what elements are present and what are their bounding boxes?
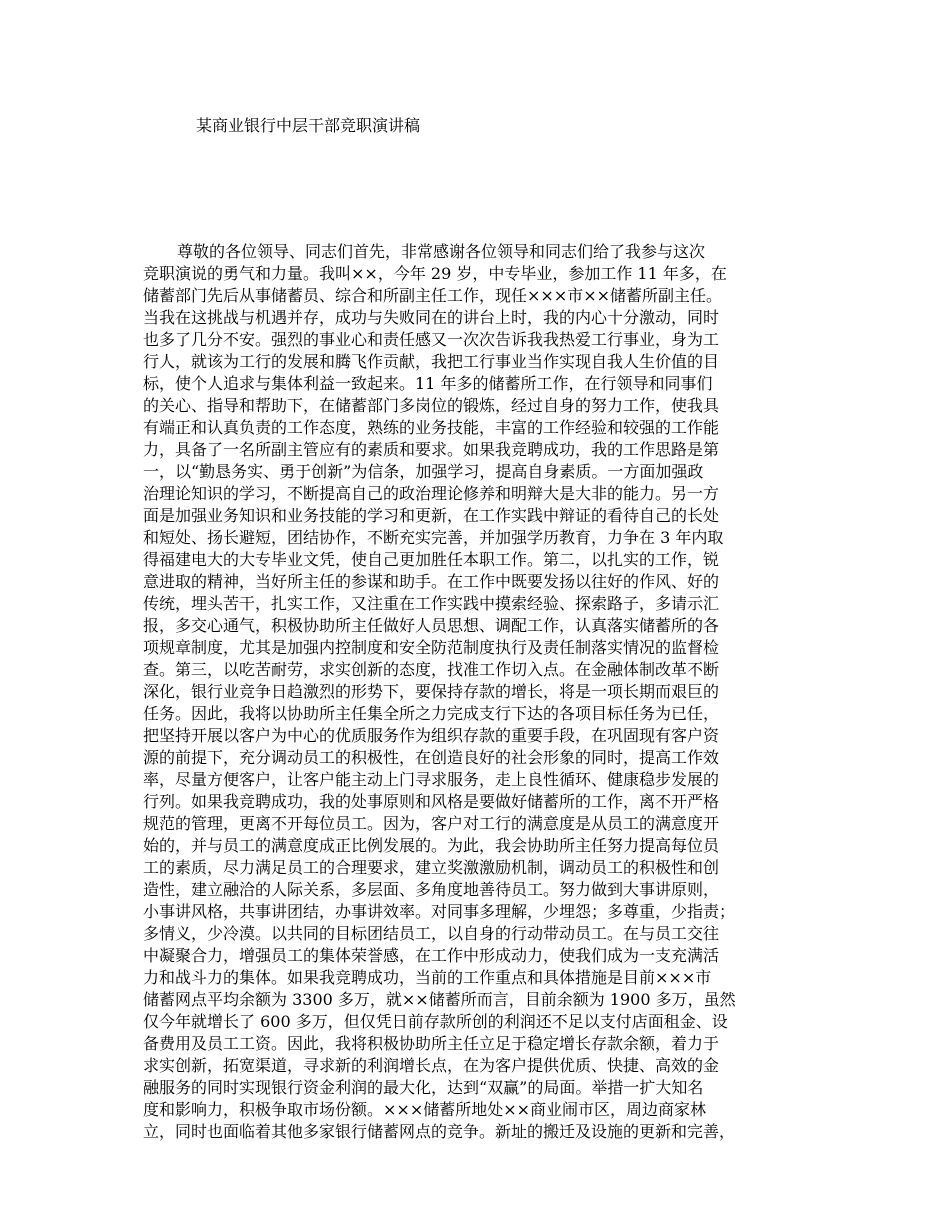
text-line: 报，多交心通气，积极协助所主任做好人员思想、调配工作，认真落实储蓄所的各 [143,616,720,635]
text-line: 工的素质，尽力满足员工的合理要求，建立奖激激励机制，调动员工的积极性和创 [143,858,720,877]
text-line: 中凝聚合力，增强员工的集体荣誉感，在工作中形成动力，使我们成为一支充满活 [143,946,720,965]
text-line: 多情义，少冷漠。以共同的目标团结员工，以自身的行动带动员工。在与员工交往 [143,924,720,943]
text-line: 力和战斗力的集体。如果我竞聘成功，当前的工作重点和具体措施是目前×××市 [143,968,712,987]
text-line: 一，以“勤恳务实、勇于创新”为信条，加强学习，提高自身素质。一方面加强政 [143,462,704,481]
text-line: 面是加强业务知识和业务技能的学习和更新，在工作实践中辩证的看待自己的长处 [143,506,720,525]
text-line: 有端正和认真负责的工作态度，熟练的业务技能，丰富的工作经验和较强的工作能 [143,418,720,437]
text-line: 小事讲风格，共事讲团结，办事讲效率。对同事多理解，少埋怨；多尊重，少指责； [143,902,736,921]
text-line: 深化，银行业竞争日趋激烈的形势下，要保持存款的增长，将是一项长期而艰巨的 [143,682,720,701]
text-line: 尊敬的各位领导、同志们首先，非常感谢各位领导和同志们给了我参与这次 [177,242,706,261]
text-line: 源的前提下，充分调动员工的积极性，在创造良好的社会形象的同时，提高工作效 [143,748,720,767]
text-line: 也多了几分不安。强烈的事业心和责任感又一次次告诉我我热爱工行事业，身为工 [143,330,720,349]
text-line: 备费用及员工工资。因此，我将积极协助所主任立足于稳定增长存款余额，着力于 [143,1034,720,1053]
text-line: 立，同时也面临着其他多家银行储蓄网点的竞争。新址的搬迁及设施的更新和完善， [143,1122,736,1141]
text-line: 治理论知识的学习，不断提高自己的政治理论修养和明辩大是大非的能力。另一方 [143,484,720,503]
text-line: 储蓄部门先后从事储蓄员、综合和所副主任工作，现任×××市××储蓄所副主任。 [143,286,723,305]
text-line: 融服务的同时实现银行资金利润的最大化，达到“双赢”的局面。举措一扩大知名 [143,1078,704,1097]
text-line: 求实创新，拓宽渠道，寻求新的利润增长点，在为客户提供优质、快捷、高效的金 [143,1056,720,1075]
text-line: 行列。如果我竞聘成功，我的处事原则和风格是要做好储蓄所的工作，离不开严格 [143,792,720,811]
text-line: 行人，就该为工行的发展和腾飞作贡献，我把工行事业当作实现自我人生价值的目 [143,352,720,371]
text-line: 率，尽量方便客户，让客户能主动上门寻求服务，走上良性循环、健康稳步发展的 [143,770,720,789]
text-line: 竞职演说的勇气和力量。我叫××，今年 29 岁，中专毕业，参加工作 11 年多，在 [143,264,727,283]
text-line: 把坚持开展以客户为中心的优质服务作为组织存款的重要手段，在巩固现有客户资 [143,726,720,745]
text-line: 传统，埋头苦干，扎实工作，又注重在工作实践中摸索经验、探索路子，多请示汇 [143,594,720,613]
text-line: 当我在这挑战与机遇并存，成功与失败同在的讲台上时，我的内心十分激动，同时 [143,308,720,327]
text-line: 始的，并与员工的满意度成正比例发展的。为此，我会协助所主任努力提高每位员 [143,836,720,855]
text-line: 标，使个人追求与集体利益一致起来。11 年多的储蓄所工作，在行领导和同事们 [143,374,713,393]
text-line: 储蓄网点平均余额为 3300 多万，就××储蓄所而言，目前余额为 1900 多万，虽然 [143,990,736,1009]
text-line: 和短处、扬长避短，团结协作，不断充实完善，并加强学历教育，力争在 3 年内取 [143,528,724,547]
text-line: 意进取的精神，当好所主任的参谋和助手。在工作中既要发扬以往好的作风、好的 [143,572,720,591]
document-title: 某商业银行中层干部竞职演讲稿 [196,116,421,135]
text-line: 力，具备了一名所副主管应有的素质和要求。如果我竞聘成功，我的工作思路是第 [143,440,720,459]
text-line: 任务。因此，我将以协助所主任集全所之力完成支行下达的各项目标任务为已任， [143,704,720,723]
text-line: 的关心、指导和帮助下，在储蓄部门多岗位的锻炼，经过自身的努力工作，使我具 [143,396,720,415]
text-line: 项规章制度，尤其是加强内控制度和安全防范制度执行及责任制落实情况的监督检 [143,638,720,657]
text-line: 规范的管理，更离不开每位员工。因为，客户对工行的满意度是从员工的满意度开 [143,814,720,833]
text-line: 造性，建立融洽的人际关系，多层面、多角度地善待员工。努力做到大事讲原则， [143,880,720,899]
text-line: 查。第三，以吃苦耐劳，求实创新的态度，找准工作切入点。在金融体制改革不断 [143,660,720,679]
text-line: 仅今年就增长了 600 多万，但仅凭日前存款所创的利润还不足以支付店面租金、设 [143,1012,728,1031]
speech-body [143,241,833,1143]
text-line: 度和影响力，积极争取市场份额。×××储蓄所地处××商业闹市区，周边商家林 [143,1100,707,1119]
text-line: 得福建电大的大专毕业文凭，使自己更加胜任本职工作。第二，以扎实的工作，锐 [143,550,720,569]
